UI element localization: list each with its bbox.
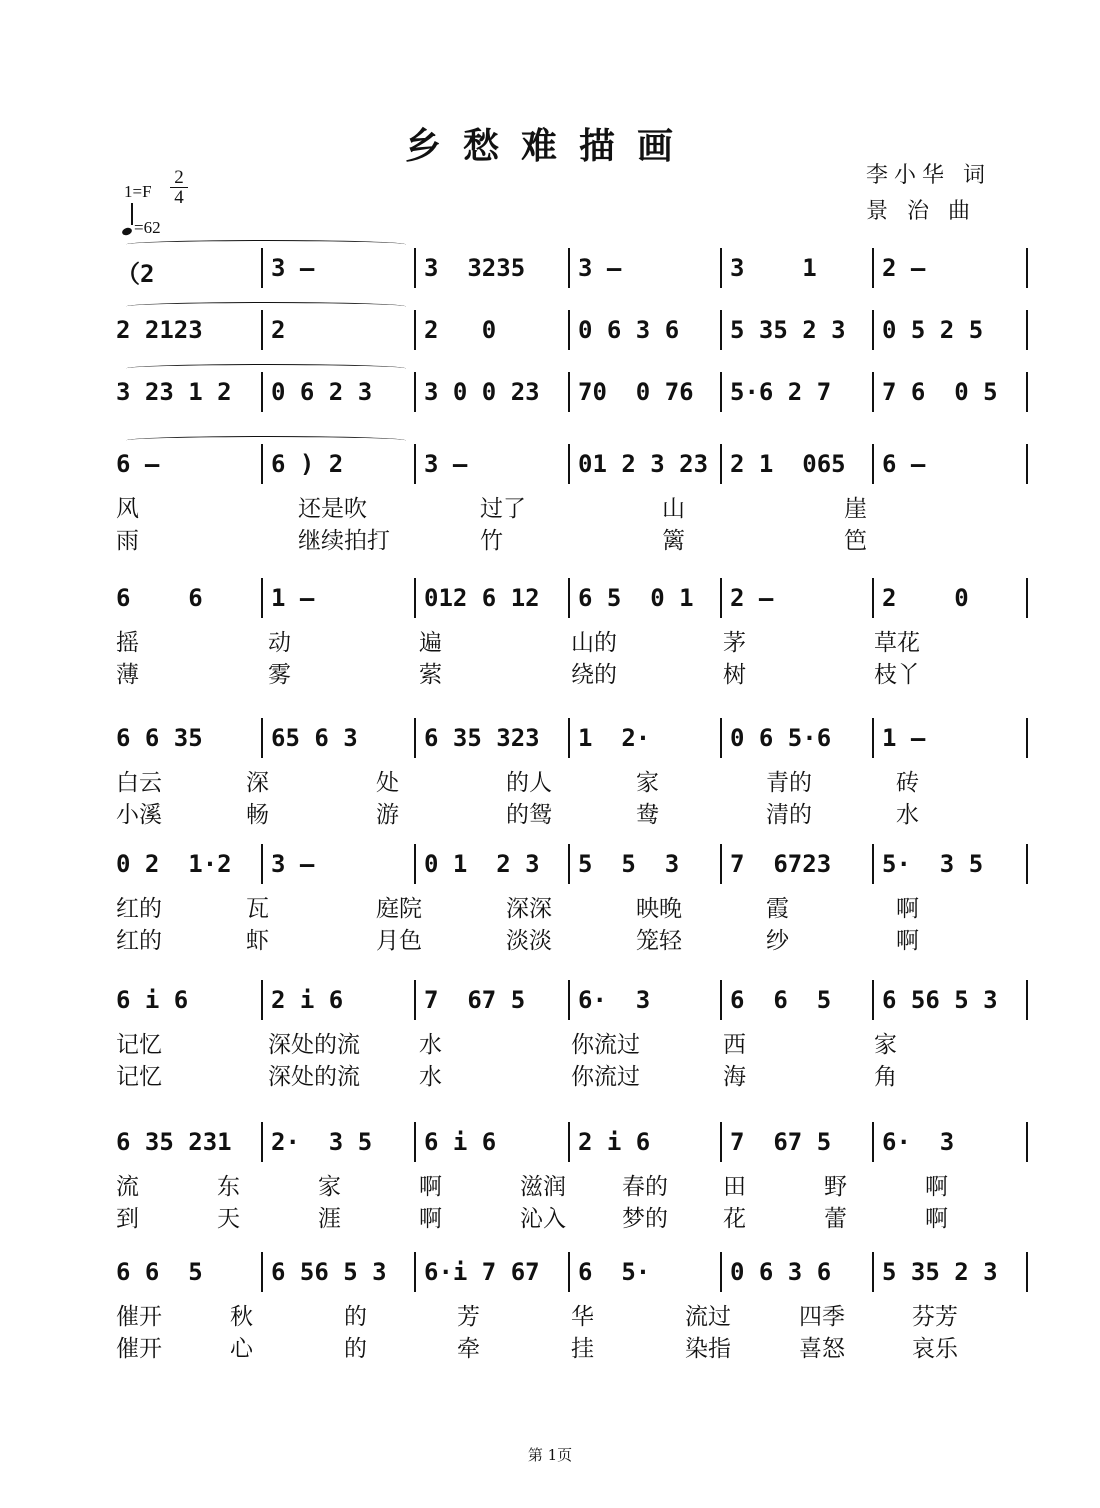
lyric-word: 纱 [766, 928, 789, 954]
lyric-word: 茅 [723, 630, 746, 656]
lyric-word: 篱 [662, 528, 685, 554]
lyric-word: 芬芳 [912, 1304, 958, 1330]
bar-line [1026, 372, 1028, 412]
lyricist-credit: 李小华 词 [866, 163, 991, 188]
measure: 7 6 0 5 [882, 378, 998, 406]
lyric-word: 山的 [571, 630, 617, 656]
lyric-word: 到 [116, 1206, 139, 1232]
song-title: 乡愁难描画 [404, 125, 695, 167]
lyric-word: 鸯 [636, 802, 659, 828]
notation-line [116, 450, 1026, 490]
score-system [116, 850, 1026, 954]
lyric-word: 催开 [116, 1336, 162, 1362]
lyric-word: 芳 [457, 1304, 480, 1330]
bar-line [872, 248, 874, 288]
lyric-word: 山 [662, 496, 685, 522]
measure: 7 67 5 [424, 986, 526, 1014]
lyric-word: 深 [246, 770, 269, 796]
lyric-word: 流过 [685, 1304, 731, 1330]
score-system [116, 254, 1026, 294]
lyric-word: 沁入 [520, 1206, 566, 1232]
tempo-marking [122, 218, 161, 238]
lyric-word: 花 [723, 1206, 746, 1232]
lyric-word: 淡淡 [506, 928, 552, 954]
bar-line [720, 310, 722, 350]
lyric-word: 霞 [766, 896, 789, 922]
lyric-word: 啊 [925, 1174, 948, 1200]
lyric-word: 草花 [874, 630, 920, 656]
lyric-word: 家 [874, 1032, 897, 1058]
lyric-word: 催开 [116, 1304, 162, 1330]
bar-line [720, 1122, 722, 1162]
bar-line [261, 1252, 263, 1292]
measure: 01 2 3 23 [578, 450, 709, 478]
bar-line [261, 310, 263, 350]
measure: 7 6723 [730, 850, 832, 878]
measure: 2 i 6 [578, 1128, 651, 1156]
measure: 6 6 5 [730, 986, 832, 1014]
measure: （2 [116, 260, 155, 288]
lyric-word: 春的 [622, 1174, 668, 1200]
bar-line [1026, 310, 1028, 350]
lyric-word: 西 [723, 1032, 746, 1058]
lyric-word: 清的 [766, 802, 812, 828]
bar-line [568, 1252, 570, 1292]
measure: 6 56 5 3 [271, 1258, 387, 1286]
lyric-word: 啊 [925, 1206, 948, 1232]
lyric-word: 水 [419, 1032, 442, 1058]
lyric-verse-2 [116, 1200, 1026, 1232]
bar-line [414, 248, 416, 288]
composer-credit: 景 治 曲 [866, 199, 976, 224]
measure: 2 – [730, 584, 774, 612]
lyric-word: 啊 [419, 1174, 442, 1200]
bar-line [1026, 718, 1028, 758]
score-system [116, 1128, 1026, 1232]
measure: 6 56 5 3 [882, 986, 998, 1014]
bar-line [720, 578, 722, 618]
notation-line [116, 1128, 1026, 1168]
lyric-word: 雾 [268, 662, 291, 688]
lyric-word: 牵 [457, 1336, 480, 1362]
bar-line [568, 844, 570, 884]
lyric-word: 砖 [896, 770, 919, 796]
measure: 0 2 1·2 [116, 850, 232, 878]
bar-line [414, 372, 416, 412]
measure: 6 5· [578, 1258, 651, 1286]
lyric-word: 笼轻 [636, 928, 682, 954]
bar-line [872, 310, 874, 350]
measure: 2 i 6 [271, 986, 344, 1014]
time-signature [170, 168, 188, 207]
lyric-word: 游 [376, 802, 399, 828]
bar-line [872, 444, 874, 484]
lyric-word: 挂 [571, 1336, 594, 1362]
slur-arc [126, 240, 406, 249]
lyric-word: 畅 [246, 802, 269, 828]
lyric-word: 薄 [116, 662, 139, 688]
lyric-word: 梦的 [622, 1206, 668, 1232]
score-system [116, 584, 1026, 688]
bar-line [414, 578, 416, 618]
measure: 1 – [882, 724, 926, 752]
lyric-word: 野 [824, 1174, 847, 1200]
lyric-word: 深处的流 [268, 1064, 360, 1090]
lyric-word: 涯 [318, 1206, 341, 1232]
measure: 0 6 3 6 [730, 1258, 832, 1286]
lyric-word: 还是吹 [298, 496, 367, 522]
score-system [116, 316, 1026, 356]
bar-line [568, 248, 570, 288]
notation-line [116, 584, 1026, 624]
bar-line [414, 844, 416, 884]
bar-line [872, 578, 874, 618]
lyric-verse-2 [116, 656, 1026, 688]
lyric-word: 滋润 [520, 1174, 566, 1200]
lyric-word: 继续拍打 [298, 528, 390, 554]
lyric-word: 摇 [116, 630, 139, 656]
lyric-verse-2 [116, 922, 1026, 954]
lyric-word: 雨 [116, 528, 139, 554]
bar-line [872, 1252, 874, 1292]
lyric-word: 秋 [230, 1304, 253, 1330]
bar-line [872, 844, 874, 884]
lyric-word: 庭院 [376, 896, 422, 922]
measure: 3 1 [730, 254, 817, 282]
bar-line [568, 310, 570, 350]
notation-line [116, 986, 1026, 1026]
page-number: 第 1页 [527, 1446, 573, 1464]
lyric-word: 绕的 [571, 662, 617, 688]
lyric-word: 染指 [685, 1336, 731, 1362]
measure: 2 [271, 316, 286, 344]
measure: 6 35 323 [424, 724, 540, 752]
notation-line [116, 1258, 1026, 1298]
lyric-word: 瓦 [246, 896, 269, 922]
bar-line [872, 1122, 874, 1162]
time-sig-bottom: 4 [174, 187, 184, 208]
bar-line [1026, 578, 1028, 618]
lyric-word: 月色 [376, 928, 422, 954]
lyric-verse-2 [116, 522, 1026, 554]
lyric-word: 竹 [480, 528, 503, 554]
bar-line [720, 248, 722, 288]
lyric-word: 白云 [116, 770, 162, 796]
bar-line [568, 444, 570, 484]
bar-line [720, 980, 722, 1020]
key-signature: 1=F [124, 182, 152, 201]
lyric-word: 记忆 [116, 1032, 162, 1058]
lyric-word: 华 [571, 1304, 594, 1330]
measure: 6 6 5 [116, 1258, 203, 1286]
lyric-word: 心 [230, 1336, 253, 1362]
lyric-word: 红的 [116, 928, 162, 954]
bar-line [720, 718, 722, 758]
measure: 7 67 5 [730, 1128, 832, 1156]
bar-line [261, 1122, 263, 1162]
measure: 3 0 0 23 [424, 378, 540, 406]
lyric-word: 过了 [480, 496, 526, 522]
lyric-word: 水 [419, 1064, 442, 1090]
bar-line [261, 444, 263, 484]
lyric-word: 小溪 [116, 802, 162, 828]
score-system [116, 986, 1026, 1090]
lyric-word: 喜怒 [799, 1336, 845, 1362]
bar-line [872, 718, 874, 758]
lyric-word: 啊 [896, 896, 919, 922]
measure: 5· 3 5 [882, 850, 984, 878]
score-system [116, 450, 1026, 554]
measure: 5 5 3 [578, 850, 680, 878]
measure: 6 i 6 [424, 1128, 497, 1156]
lyric-verse-2 [116, 1058, 1026, 1090]
measure: 2 0 [882, 584, 969, 612]
bar-line [568, 1122, 570, 1162]
notation-line [116, 378, 1026, 418]
lyric-word: 萦 [419, 662, 442, 688]
bar-line [1026, 980, 1028, 1020]
measure: 1 – [271, 584, 315, 612]
measure: 2 1 065 [730, 450, 846, 478]
measure: 6 i 6 [116, 986, 189, 1014]
lyric-word: 的人 [506, 770, 552, 796]
score-system [116, 724, 1026, 828]
measure: 1 2· [578, 724, 651, 752]
lyric-verse-1 [116, 764, 1026, 796]
measure: 3 – [271, 254, 315, 282]
lyric-word: 海 [723, 1064, 746, 1090]
lyric-word: 记忆 [116, 1064, 162, 1090]
measure: 6 6 [116, 584, 203, 612]
bar-line [568, 980, 570, 1020]
lyric-word: 你流过 [571, 1064, 640, 1090]
bar-line [872, 980, 874, 1020]
bar-line [414, 1122, 416, 1162]
lyric-word: 风 [116, 496, 139, 522]
measure: 5·6 2 7 [730, 378, 832, 406]
lyric-verse-1 [116, 1298, 1026, 1330]
measure: 3 – [424, 450, 468, 478]
bar-line [1026, 1122, 1028, 1162]
measure: 3 23 1 2 [116, 378, 232, 406]
lyric-word: 水 [896, 802, 919, 828]
quarter-note-icon [121, 227, 133, 237]
slur-arc [126, 302, 406, 311]
measure: 3 – [578, 254, 622, 282]
lyric-verse-1 [116, 490, 1026, 522]
measure: 65 6 3 [271, 724, 358, 752]
measure: 012 6 12 [424, 584, 540, 612]
measure: 6 6 35 [116, 724, 203, 752]
bar-line [414, 444, 416, 484]
measure: 2· 3 5 [271, 1128, 373, 1156]
lyric-word: 映晚 [636, 896, 682, 922]
lyric-verse-2 [116, 1330, 1026, 1362]
measure: 0 6 3 6 [578, 316, 680, 344]
measure: 0 6 2 3 [271, 378, 373, 406]
bar-line [261, 718, 263, 758]
measure: 0 5 2 5 [882, 316, 984, 344]
bar-line [568, 718, 570, 758]
measure: 70 0 76 [578, 378, 694, 406]
bar-line [414, 1252, 416, 1292]
bar-line [261, 248, 263, 288]
measure: 0 1 2 3 [424, 850, 540, 878]
lyric-word: 虾 [246, 928, 269, 954]
bar-line [568, 372, 570, 412]
tempo-value: =62 [134, 218, 161, 237]
lyric-word: 深深 [506, 896, 552, 922]
lyric-word: 的鸳 [506, 802, 552, 828]
bar-line [261, 578, 263, 618]
bar-line [720, 372, 722, 412]
bar-line [414, 310, 416, 350]
lyric-word: 家 [318, 1174, 341, 1200]
lyric-word: 东 [217, 1174, 240, 1200]
bar-line [568, 578, 570, 618]
measure: 2 2123 [116, 316, 203, 344]
lyric-word: 枝丫 [874, 662, 920, 688]
lyric-word: 处 [376, 770, 399, 796]
lyric-verse-1 [116, 890, 1026, 922]
lyric-word: 红的 [116, 896, 162, 922]
measure: 2 – [882, 254, 926, 282]
lyric-word: 哀乐 [912, 1336, 958, 1362]
lyric-word: 笆 [844, 528, 867, 554]
lyric-word: 的 [344, 1336, 367, 1362]
measure: 6· 3 [882, 1128, 955, 1156]
score-system [116, 378, 1026, 418]
bar-line [261, 980, 263, 1020]
slur-arc [126, 364, 406, 373]
lyric-word: 流 [116, 1174, 139, 1200]
bar-line [720, 844, 722, 884]
measure: 6 – [882, 450, 926, 478]
lyric-word: 蕾 [824, 1206, 847, 1232]
lyric-word: 田 [723, 1174, 746, 1200]
measure: 6 35 231 [116, 1128, 232, 1156]
lyric-word: 崖 [844, 496, 867, 522]
bar-line [720, 1252, 722, 1292]
measure: 6· 3 [578, 986, 651, 1014]
measure: 3 3235 [424, 254, 526, 282]
lyric-word: 动 [268, 630, 291, 656]
lyric-word: 你流过 [571, 1032, 640, 1058]
lyric-verse-1 [116, 1168, 1026, 1200]
score-system [116, 1258, 1026, 1362]
lyric-word: 啊 [896, 928, 919, 954]
bar-line [872, 372, 874, 412]
bar-line [261, 844, 263, 884]
measure: 6 – [116, 450, 160, 478]
measure: 2 0 [424, 316, 497, 344]
notation-line [116, 316, 1026, 356]
bar-line [1026, 1252, 1028, 1292]
bar-line [1026, 844, 1028, 884]
lyric-word: 的 [344, 1304, 367, 1330]
bar-line [1026, 444, 1028, 484]
lyric-word: 青的 [766, 770, 812, 796]
bar-line [261, 372, 263, 412]
lyric-word: 深处的流 [268, 1032, 360, 1058]
lyric-verse-1 [116, 1026, 1026, 1058]
lyric-word: 天 [217, 1206, 240, 1232]
lyric-word: 啊 [419, 1206, 442, 1232]
bar-line [414, 718, 416, 758]
lyric-word: 遍 [419, 630, 442, 656]
lyric-word: 角 [874, 1064, 897, 1090]
lyric-verse-2 [116, 796, 1026, 828]
time-sig-top: 2 [170, 168, 188, 188]
lyric-verse-1 [116, 624, 1026, 656]
measure: 6 ) 2 [271, 450, 344, 478]
measure: 6 5 0 1 [578, 584, 694, 612]
bar-line [1026, 248, 1028, 288]
bar-line [414, 980, 416, 1020]
lyric-word: 家 [636, 770, 659, 796]
measure: 6·i 7 67 [424, 1258, 540, 1286]
measure: 3 – [271, 850, 315, 878]
notation-line [116, 850, 1026, 890]
slur-arc [126, 436, 406, 445]
notation-line [116, 724, 1026, 764]
lyric-word: 四季 [799, 1304, 845, 1330]
bar-line [720, 444, 722, 484]
lyric-word: 树 [723, 662, 746, 688]
measure: 5 35 2 3 [882, 1258, 998, 1286]
notation-line [116, 254, 1026, 294]
measure: 0 6 5·6 [730, 724, 832, 752]
measure: 5 35 2 3 [730, 316, 846, 344]
